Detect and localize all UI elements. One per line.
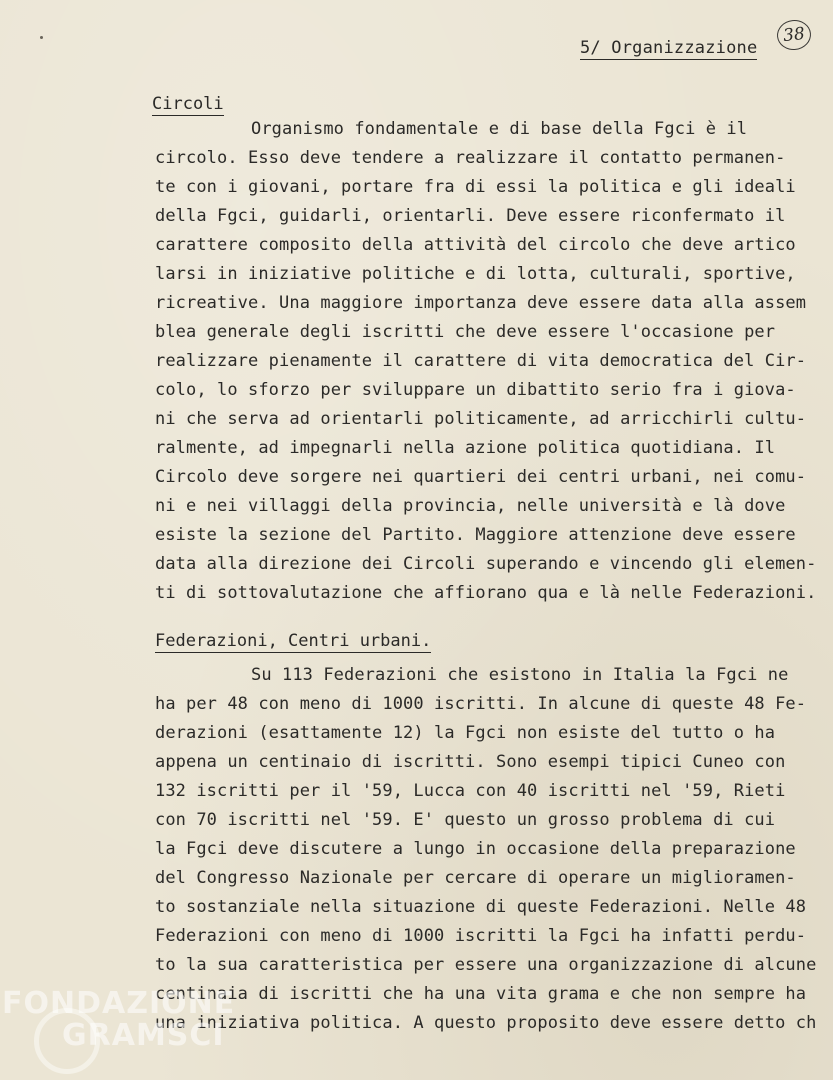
text-line: centinaia di iscritti che ha una vita grama e che non sempre ha	[155, 984, 807, 1004]
text-line: ralmente, ad impegnarli nella azione politica quotidiana. Il	[155, 438, 776, 458]
text-line: to la sua caratteristica per essere una organizzazione di alcune	[155, 955, 817, 975]
text-line: to sostanziale nella situazione di queste Federazioni. Nelle 48	[155, 897, 807, 917]
text-line: Su 113 Federazioni che esistono in Italia la Fgci ne	[251, 665, 789, 685]
text-line: ricreative. Una maggiore importanza deve essere data alla assem	[155, 293, 807, 313]
text-line: colo, lo sforzo per sviluppare un dibattito serio fra i giova-	[155, 380, 796, 400]
section-heading-federazioni: Federazioni, Centri urbani.	[155, 631, 432, 651]
text-line: larsi in iniziative politiche e di lotta, culturali, sportive,	[155, 264, 796, 284]
text-line: appena un centinaio di iscritti. Sono esempi tipici Cuneo con	[155, 752, 786, 772]
text-line: Federazioni con meno di 1000 iscritti la Fgci ha infatti perdu-	[155, 926, 807, 946]
text-line: della Fgci, guidarli, orientarli. Deve essere riconfermato il	[155, 206, 786, 226]
text-line: Organismo fondamentale e di base della Fgci è il	[251, 119, 748, 139]
text-line: con 70 iscritti nel '59. E' questo un grosso problema di cui	[155, 810, 776, 830]
text-line: blea generale degli iscritti che deve essere l'occasione per	[155, 322, 776, 342]
text-line: del Congresso Nazionale per cercare di operare un miglioramen-	[155, 868, 796, 888]
text-line: te con i giovani, portare fra di essi la politica e gli ideali	[155, 177, 796, 197]
text-line: esiste la sezione del Partito. Maggiore attenzione deve essere	[155, 525, 796, 545]
text-line: ha per 48 con meno di 1000 iscritti. In alcune di queste 48 Fe-	[155, 694, 807, 714]
text-line: realizzare pienamente il carattere di vita democratica del Cir-	[155, 351, 807, 371]
text-line: carattere composito della attività del circolo che deve artico	[155, 235, 796, 255]
text-line: la Fgci deve discutere a lungo in occasione della preparazione	[155, 839, 796, 859]
text-line: ti di sottovalutazione che affiorano qua e là nelle Federazioni.	[155, 583, 817, 603]
watermark-logo-circle	[34, 1008, 100, 1074]
text-line: derazioni (esattamente 12) la Fgci non esiste del tutto o ha	[155, 723, 776, 743]
text-line: ni che serva ad orientarli politicamente, ad arricchirli cultu-	[155, 409, 807, 429]
text-line: circolo. Esso deve tendere a realizzare il contatto permanen-	[155, 148, 786, 168]
section-heading-circoli: Circoli	[152, 94, 224, 114]
text-line: ni e nei villaggi della provincia, nelle università e là dove	[155, 496, 786, 516]
page-number-stamp: 38	[776, 18, 813, 51]
watermark-line-2: GRAMSCI	[62, 1018, 225, 1053]
watermark-line-1: FONDAZIONE	[2, 986, 236, 1021]
text-line: una iniziativa politica. A questo proposito deve essere detto ch	[155, 1013, 817, 1033]
page-title: 5/ Organizzazione	[580, 38, 758, 58]
text-line: 132 iscritti per il '59, Lucca con 40 iscritti nel '59, Rieti	[155, 781, 786, 801]
paragraph-federazioni	[155, 661, 815, 1038]
text-line: data alla direzione dei Circoli superando e vincendo gli elemen-	[155, 554, 817, 574]
ink-dot	[40, 36, 43, 39]
text-line: Circolo deve sorgere nei quartieri dei centri urbani, nei comu-	[155, 467, 807, 487]
paragraph-circoli	[155, 115, 815, 608]
